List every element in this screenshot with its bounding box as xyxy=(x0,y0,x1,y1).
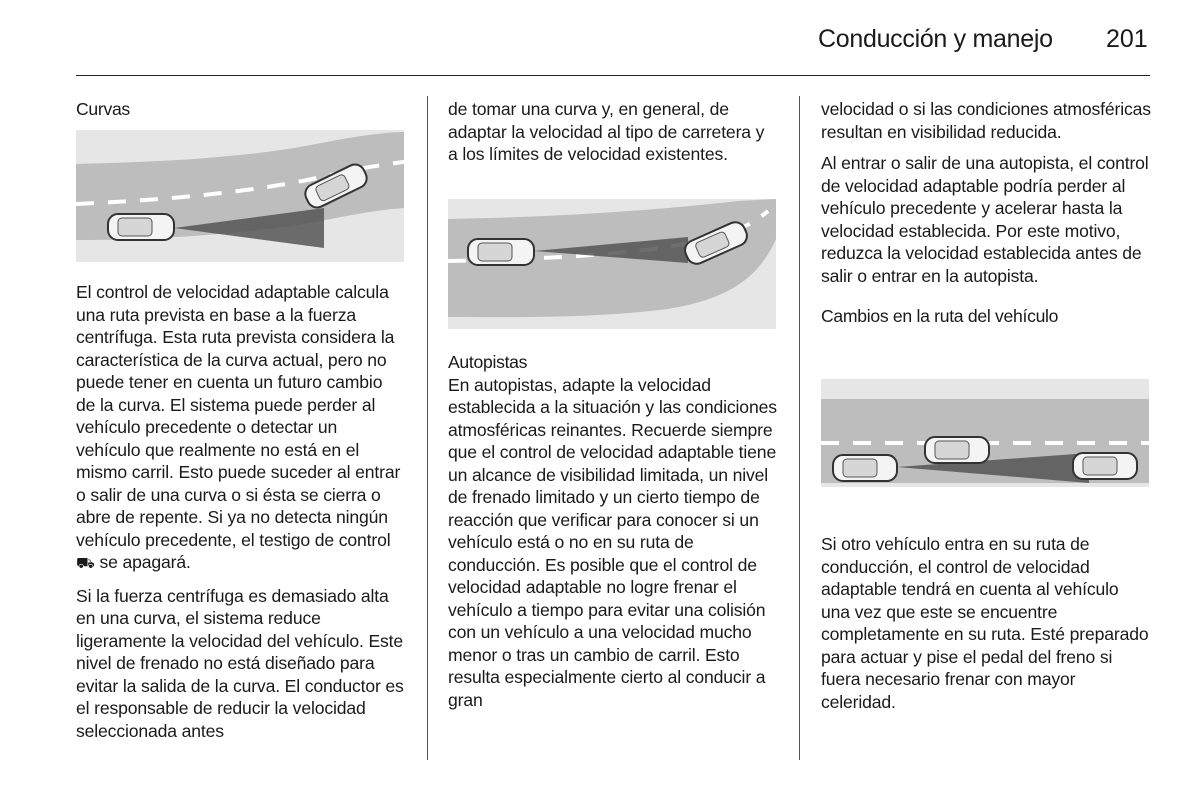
illustration-lane-change xyxy=(821,379,1149,487)
header-rule xyxy=(76,75,1150,76)
column-divider-1 xyxy=(427,96,428,760)
paragraph: Si otro vehículo entra en su ruta de conducción, el control de velocidad adaptable tendrá en cuenta al vehículo una vez que este se encuentre completamente en su ruta. Esté preparado para actuar y pise el pedal del freno si fuera necesario frenar con mayor celeridad. xyxy=(821,534,1149,712)
illustration-curve xyxy=(76,130,404,262)
column-divider-2 xyxy=(799,96,800,760)
heading-curvas: Curvas xyxy=(76,99,130,119)
heading-autopistas: Autopistas xyxy=(448,352,528,372)
paragraph xyxy=(76,281,406,576)
lane-change-diagram xyxy=(821,379,1149,487)
own-car xyxy=(108,214,174,240)
paragraph-text: El control de velocidad adaptable calcula una ruta prevista en base a la fuerza centrífuga. Esta ruta prevista considera la característica de la curva actual, pero no puede tener en cuenta un futuro cambio de la curva. El sistema puede perder al vehículo precedente o detectar un vehículo que realmente no está en el mismo carril. Esto puede suceder al entrar o salir de una curva o si ésta se cierra o abre de repente. Si ya no detecta ningún vehículo precedente, el testigo de control xyxy=(76,282,401,550)
paragraph: En autopistas, adapte la velocidad establecida a la situación y las condiciones atmosféricas reinantes. Recuerde siempre que el control de velocidad adaptable tiene un alcance de visibilidad limitada, un nivel de frenado limitado y un cierto tiempo de reacción que verificar para conocer si un vehículo está o no en su ruta de conducción. Es posible que el control de velocidad adaptable no logre frenar el vehículo a tiempo para evitar una colisión con un vehículo a una velocidad mucho menor o tras un cambio de carril. Esto resulta especialmente cierto al conducir a gran xyxy=(448,374,777,710)
column-1 xyxy=(76,98,406,121)
heading-cambios-ruta: Cambios en la ruta del vehículo xyxy=(821,306,1059,326)
paragraph: velocidad o si las condiciones atmosféricas resultan en visibilidad reducida. xyxy=(821,99,1151,142)
own-car xyxy=(468,239,534,265)
leading-car xyxy=(1073,453,1137,479)
highway-curve-diagram xyxy=(448,199,776,329)
section-title: Conducción y manejo xyxy=(818,25,1053,53)
page-number: 201 xyxy=(1106,25,1148,53)
paragraph: Al entrar o salir de una autopista, el control de velocidad adaptable podría perder al vehículo precedente y acelerar hasta la velocidad establecida. Por este motivo, reduzca la velocidad establecida antes de salir o entrar en la autopista. xyxy=(821,153,1149,286)
column-1-text xyxy=(76,281,406,742)
illustration-highway-curve xyxy=(448,199,776,329)
paragraph-text-end: se apagará. xyxy=(99,552,191,572)
column-3-text xyxy=(821,98,1151,328)
curve-road-diagram xyxy=(76,130,404,262)
column-3-bottom xyxy=(821,533,1151,713)
column-2-top xyxy=(448,98,778,166)
paragraph: Si la fuerza centrífuga es demasiado alta en una curva, el sistema reduce ligeramente la velocidad del vehículo. Este nivel de frenado no está diseñado para evitar la salida de la curva. El conductor es el responsable de reducir la velocidad seleccionada antes xyxy=(76,585,404,741)
merging-car xyxy=(925,437,989,463)
column-2-text xyxy=(448,351,778,711)
front-car-indicator-icon: ⛟ xyxy=(76,555,95,572)
paragraph: de tomar una curva y, en general, de adaptar la velocidad al tipo de carretera y a los límites de velocidad existentes. xyxy=(448,99,765,164)
own-car xyxy=(833,455,897,481)
